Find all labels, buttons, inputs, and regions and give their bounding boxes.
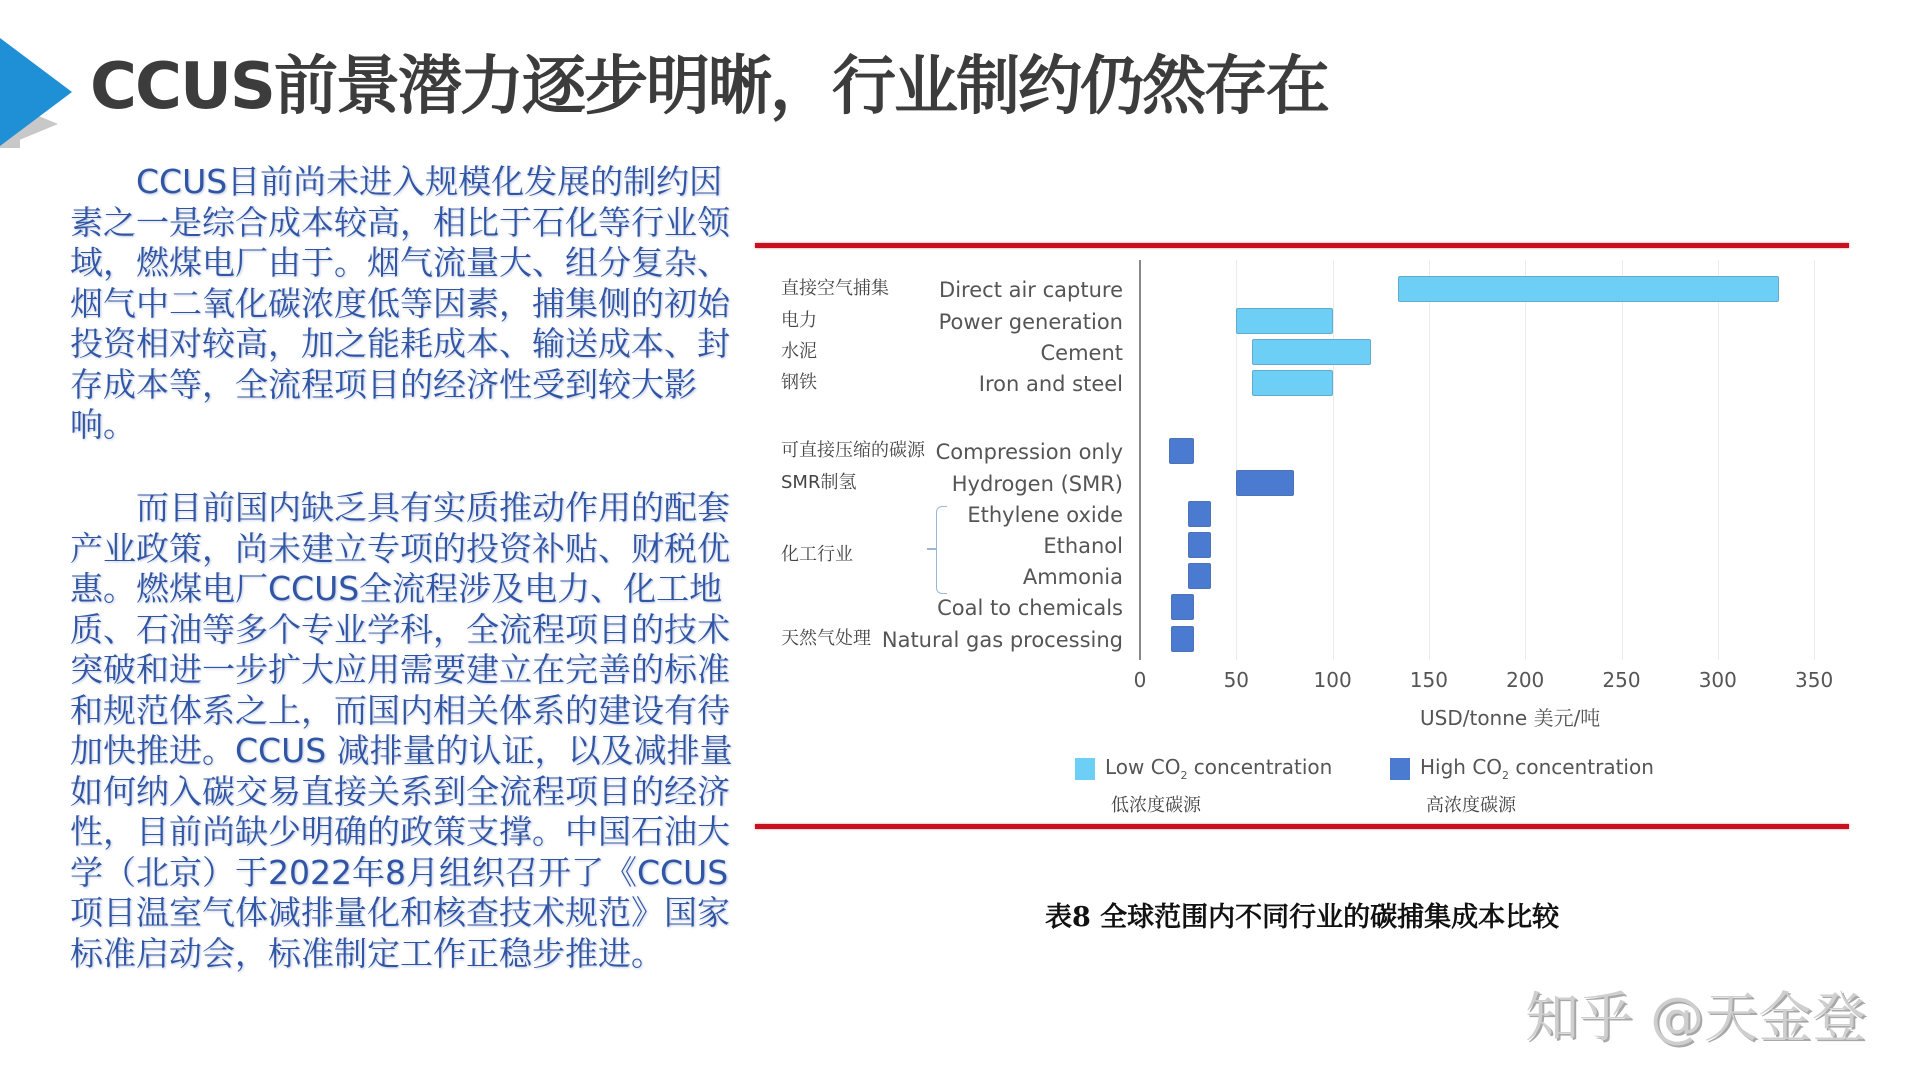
x-tick-label: 300 bbox=[1698, 668, 1737, 692]
gridline bbox=[1622, 260, 1623, 660]
x-tick-label: 200 bbox=[1506, 668, 1545, 692]
cost-range-bar bbox=[1252, 370, 1333, 396]
cost-range-bar bbox=[1188, 501, 1211, 527]
category-label: Compression only bbox=[935, 440, 1123, 464]
category-label: Natural gas processing bbox=[881, 628, 1123, 652]
x-tick-label: 50 bbox=[1223, 668, 1250, 692]
gridline bbox=[1333, 260, 1334, 660]
group-label-chemical: 化工行业 bbox=[781, 544, 853, 565]
paragraph-policy-text: 而目前国内缺乏具有实质推动作用的配套产业政策，尚未建立专项的投资补贴、财税优惠。燃煤电厂CCUS全流程涉及电力、化工地质、石油等多个专业学科，全流程项目的技术突破和进一步扩大应用需要建立在完善的标准和规范体系之上，而国内相关体系的建设有待加快推进。CCUS 减排量的认证，以及减排量如何纳入碳交易直接关系到全流程项目的经济性，目前尚缺少明确的政策支撑。中国石油大学（北京）于2022年8月组织召开了《CCUS项目温室气体减排量化和核查技术规范》国家标准启动会，标准制定工作正稳步推进。 bbox=[70, 488, 733, 973]
cost-range-bar bbox=[1171, 594, 1194, 620]
y-axis-line bbox=[1139, 260, 1141, 660]
category-label-cn: 水泥 bbox=[781, 341, 817, 362]
category-label: Ammonia bbox=[1022, 565, 1123, 589]
legend-high-label-cn: 高浓度碳源 bbox=[1426, 795, 1516, 816]
carbon-capture-cost-chart bbox=[755, 250, 1849, 825]
category-label-cn: SMR制氢 bbox=[781, 472, 857, 493]
cost-range-bar bbox=[1236, 470, 1294, 496]
legend-high-swatch bbox=[1390, 758, 1410, 780]
x-tick-label: 150 bbox=[1409, 668, 1448, 692]
category-label: Ethylene oxide bbox=[967, 503, 1123, 527]
category-label: Hydrogen (SMR) bbox=[951, 472, 1123, 496]
figure-caption: 表8 全球范围内不同行业的碳捕集成本比较 bbox=[1045, 902, 1560, 933]
paragraph-policy bbox=[70, 488, 740, 974]
legend-low-label-cn: 低浓度碳源 bbox=[1111, 795, 1201, 816]
top-red-rule bbox=[755, 243, 1849, 248]
watermark: 知乎 @天金登 bbox=[1525, 986, 1867, 1049]
category-label: Iron and steel bbox=[978, 372, 1123, 396]
category-label: Cement bbox=[1040, 341, 1123, 365]
category-label: Ethanol bbox=[1043, 534, 1123, 558]
paragraph-cost-text: CCUS目前尚未进入规模化发展的制约因素之一是综合成本较高，相比于石化等行业领域，燃煤电厂由于。烟气流量大、组分复杂、烟气中二氧化碳浓度低等因素，捕集侧的初始投资相对较高，加之能耗成本、输送成本、封存成本等，全流程项目的经济性受到较大影响。 bbox=[70, 162, 730, 444]
category-label-cn: 可直接压缩的碳源 bbox=[781, 440, 925, 461]
gridline bbox=[1429, 260, 1430, 660]
x-tick-label: 250 bbox=[1602, 668, 1641, 692]
legend-high-label: High $CO_2$ concentration bbox=[1420, 755, 1654, 782]
x-tick-label: 350 bbox=[1795, 668, 1834, 692]
gridline bbox=[1814, 260, 1815, 660]
legend-low-swatch bbox=[1075, 758, 1095, 780]
slide-title: CCUS前景潜力逐步明晰，行业制约仍然存在 bbox=[90, 50, 1328, 124]
x-tick-label: 0 bbox=[1133, 668, 1147, 692]
category-label: Power generation bbox=[938, 310, 1123, 334]
category-label-cn: 直接空气捕集 bbox=[781, 278, 889, 299]
paragraph-cost bbox=[70, 162, 740, 446]
x-axis-label: USD/tonne 美元/吨 bbox=[1420, 706, 1601, 730]
cost-range-bar bbox=[1169, 438, 1194, 464]
category-label-cn: 钢铁 bbox=[781, 372, 817, 393]
cost-range-bar bbox=[1188, 532, 1211, 558]
x-tick-label: 100 bbox=[1313, 668, 1352, 692]
cost-range-bar bbox=[1171, 626, 1194, 652]
category-label-cn: 天然气处理 bbox=[781, 628, 871, 649]
gridline bbox=[1718, 260, 1719, 660]
chemical-group-bracket-tick bbox=[927, 548, 936, 550]
gridline bbox=[1525, 260, 1526, 660]
category-label: Direct air capture bbox=[939, 278, 1123, 302]
legend-low-label: Low $CO_2$ concentration bbox=[1105, 755, 1333, 782]
title-arrow-icon bbox=[0, 38, 72, 146]
category-label-cn: 电力 bbox=[781, 310, 817, 331]
cost-range-bar bbox=[1236, 308, 1332, 334]
chemical-group-bracket bbox=[936, 506, 947, 594]
cost-range-bar bbox=[1398, 276, 1779, 302]
category-label: Coal to chemicals bbox=[937, 596, 1123, 620]
cost-range-bar bbox=[1252, 339, 1371, 365]
cost-range-bar bbox=[1188, 563, 1211, 589]
